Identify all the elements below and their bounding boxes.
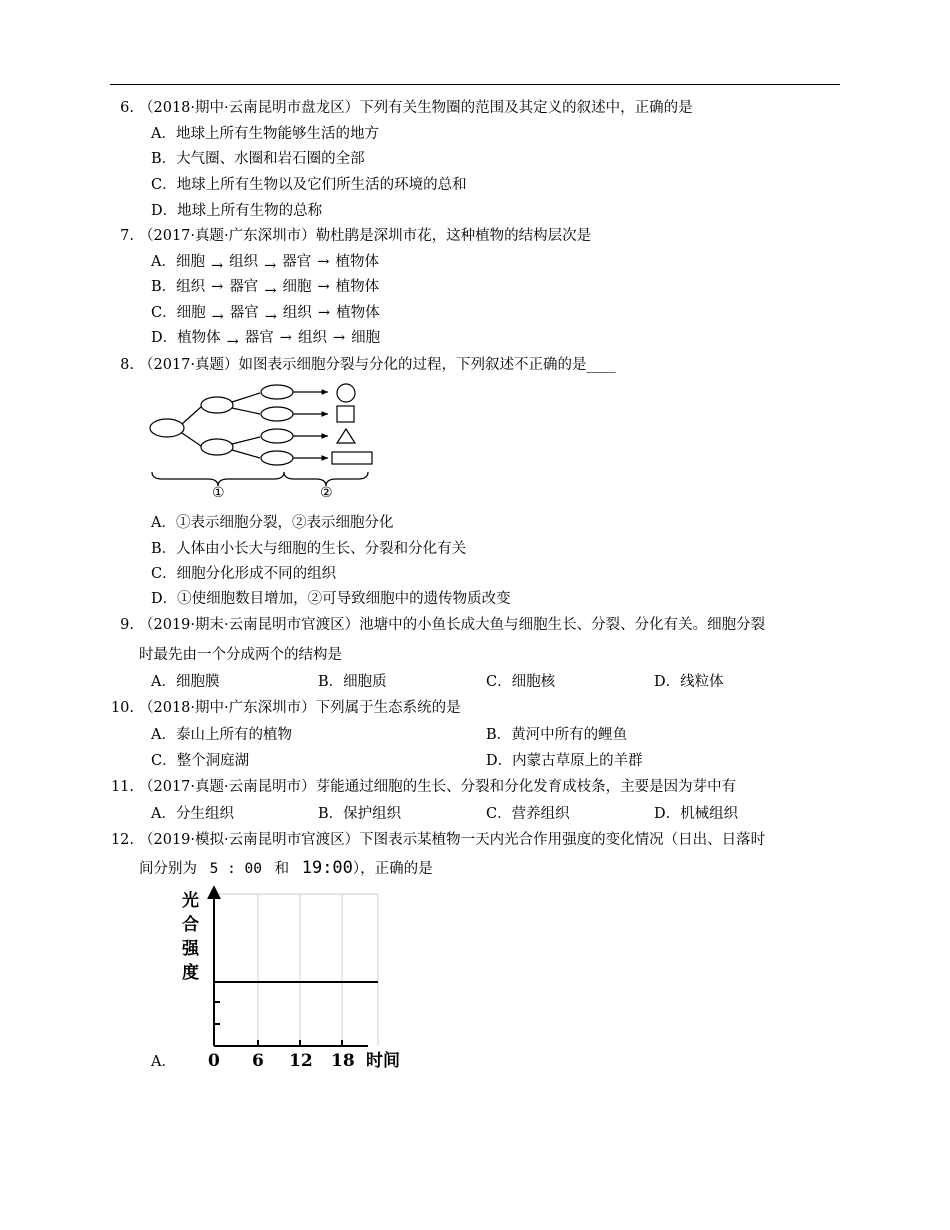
- option-a[interactable]: [151, 804, 234, 824]
- question-stem: （2018·期中·广东深圳市）下列属于生态系统的是: [139, 700, 461, 716]
- arrow-icon: →: [332, 330, 346, 346]
- question-stem: （2017·真题·云南昆明市）芽能通过细胞的生长、分裂和分化发育成枝条，主要是因为芽中有: [139, 779, 737, 795]
- cell: [261, 429, 293, 443]
- option-text: 黄河中所有的鲤鱼: [511, 727, 628, 743]
- option-letter: C．: [486, 806, 512, 822]
- level-tissue: 组织: [229, 254, 259, 270]
- level-organ: 器官: [282, 254, 312, 270]
- cell: [261, 407, 293, 421]
- option-d[interactable]: [486, 751, 643, 771]
- level-organ: 器官: [244, 330, 274, 346]
- option-letter: C．: [151, 305, 177, 321]
- level-plant: 植物体: [336, 305, 380, 321]
- question-number: 7.: [120, 228, 134, 244]
- option-letter: B．: [318, 674, 344, 690]
- option-text: ①使细胞数目增加，②可导致细胞中的遗传物质改变: [177, 591, 511, 607]
- question-number: 9.: [120, 617, 134, 633]
- option-text: 地球上所有生物以及它们所生活的环境的总和: [176, 177, 467, 193]
- y-label-char: 强: [182, 939, 199, 959]
- option-text: 营养组织: [511, 806, 570, 822]
- option-letter: B．: [151, 279, 177, 295]
- option-letter: B．: [151, 541, 177, 557]
- cell-division-diagram: [140, 380, 380, 500]
- circle-cell: [337, 384, 355, 402]
- stem-text: 和: [274, 861, 290, 877]
- level-organ: 器官: [229, 305, 259, 321]
- question-number: 12.: [110, 832, 134, 848]
- option-text: 分生组织: [175, 806, 234, 822]
- option-letter: B．: [486, 727, 512, 743]
- option-letter: C．: [151, 177, 177, 193]
- option-d[interactable]: [151, 328, 380, 348]
- question-stem-line1: （2019·期末·云南昆明市官渡区）池塘中的小鱼长成大鱼与细胞生长、分裂、分化有关。细胞分裂: [139, 617, 766, 633]
- option-b[interactable]: [486, 725, 627, 745]
- option-letter: B．: [151, 151, 177, 167]
- sunset-time: 19:00: [301, 858, 353, 878]
- option-text: 地球上所有生物的总称: [177, 203, 323, 219]
- label-2: ②: [320, 485, 333, 500]
- triangle-cell: [337, 429, 355, 443]
- option-c[interactable]: [486, 804, 570, 824]
- level-tissue: 组织: [176, 279, 206, 295]
- photosynthesis-graph-a: [178, 882, 410, 1072]
- option-c[interactable]: [151, 751, 249, 771]
- x-tick-label: 12: [289, 1051, 313, 1071]
- option-text: 内蒙古草原上的羊群: [512, 753, 643, 769]
- option-letter: C．: [151, 753, 177, 769]
- arrow-icon: →: [317, 254, 330, 270]
- option-letter: D．: [151, 330, 178, 346]
- question-number: 6.: [120, 100, 134, 116]
- option-letter: D．: [486, 753, 513, 769]
- level-organ: 器官: [229, 279, 259, 295]
- division-line: [232, 408, 260, 414]
- option-text: 人体由小长大与细胞的生长、分裂和分化有关: [176, 541, 467, 557]
- parent-cell: [150, 419, 184, 437]
- x-tick-label: 6: [252, 1051, 264, 1071]
- option-text: 细胞膜: [175, 674, 220, 690]
- option-b[interactable]: [318, 672, 387, 692]
- arrow-icon: →: [211, 309, 224, 325]
- arrow-icon: →: [317, 279, 330, 295]
- level-cell: 细胞: [351, 330, 381, 346]
- question-stem-line2: [139, 858, 433, 879]
- label-1: ①: [212, 485, 225, 500]
- arrow-icon: →: [264, 258, 277, 274]
- level-plant: 植物体: [335, 254, 379, 270]
- option-text: ①表示细胞分裂，②表示细胞分化: [175, 515, 394, 531]
- option-a[interactable]: [151, 672, 219, 692]
- x-axis-label: 时间: [366, 1051, 400, 1071]
- option-c[interactable]: [486, 672, 555, 692]
- header-rule: [110, 84, 840, 85]
- option-c[interactable]: [151, 564, 336, 584]
- option-text: 大气圈、水圈和岩石圈的全部: [176, 151, 365, 167]
- option-letter: D．: [654, 806, 681, 822]
- level-cell: 细胞: [176, 305, 206, 321]
- arrow-icon: →: [226, 334, 239, 350]
- option-letter: D．: [151, 591, 178, 607]
- arrow-icon: →: [211, 279, 224, 295]
- level-tissue: 组织: [297, 330, 327, 346]
- option-letter: C．: [486, 674, 512, 690]
- brace-2: [284, 472, 368, 486]
- arrow-icon: →: [279, 330, 292, 346]
- option-text: 细胞核: [511, 674, 556, 690]
- question-stem-line1: （2019·模拟·云南昆明市官渡区）下图表示某植物一天内光合作用强度的变化情况（日出、日落时: [139, 832, 766, 848]
- arrow-icon: →: [264, 283, 277, 299]
- division-line: [232, 437, 260, 444]
- division-line: [182, 407, 201, 424]
- level-tissue: 组织: [282, 305, 312, 321]
- option-b[interactable]: [151, 149, 365, 169]
- option-letter: B．: [318, 806, 344, 822]
- y-label-char: 度: [182, 963, 199, 983]
- option-text: 机械组织: [680, 806, 739, 822]
- option-letter: A．: [151, 674, 176, 690]
- option-c[interactable]: [151, 175, 467, 195]
- option-d[interactable]: [654, 672, 724, 692]
- question-stem: （2017·真题）如图表示细胞分裂与分化的过程，下列叙述不正确的是____: [139, 357, 616, 373]
- option-d[interactable]: [151, 201, 322, 221]
- division-line: [232, 450, 260, 458]
- option-letter: A．: [151, 254, 176, 270]
- option-text: 细胞质: [343, 674, 387, 690]
- option-a[interactable]: [151, 513, 393, 533]
- option-d[interactable]: [151, 589, 511, 609]
- option-c[interactable]: [151, 303, 380, 323]
- question-stem: （2017·真题·广东深圳市）勒杜鹃是深圳市花，这种植物的结构层次是: [139, 228, 592, 244]
- y-label-char: 光: [182, 891, 199, 911]
- question-number: 8.: [120, 357, 134, 373]
- x-tick-label: 18: [331, 1051, 355, 1071]
- level-cell: 细胞: [175, 254, 205, 270]
- option-text: 地球上所有生物能够生活的地方: [175, 126, 379, 142]
- daughter-cell: [201, 439, 233, 455]
- arrow-icon: →: [317, 305, 331, 321]
- option-b[interactable]: [318, 804, 401, 824]
- cell: [261, 385, 293, 399]
- y-label-char: 合: [182, 915, 199, 935]
- option-b[interactable]: [151, 277, 379, 297]
- option-b[interactable]: [151, 539, 466, 559]
- division-line: [232, 393, 260, 402]
- cell: [261, 451, 293, 465]
- option-letter: D．: [151, 203, 178, 219]
- x-tick-label: 0: [208, 1051, 220, 1071]
- option-letter: A．: [151, 515, 176, 531]
- option-letter: C．: [151, 566, 177, 582]
- option-a-label[interactable]: A．: [151, 1054, 176, 1070]
- option-text: 线粒体: [680, 674, 724, 690]
- question-number: 10.: [110, 700, 134, 716]
- division-line: [182, 433, 201, 446]
- level-plant: 植物体: [335, 279, 380, 295]
- brace-1: [152, 472, 284, 486]
- daughter-cell: [201, 397, 233, 413]
- option-letter: A．: [151, 727, 176, 743]
- option-text: 保护组织: [343, 806, 402, 822]
- stem-text: 间分别为: [139, 861, 197, 877]
- option-d[interactable]: [654, 804, 738, 824]
- option-a[interactable]: [151, 725, 292, 745]
- arrow-icon: →: [210, 258, 224, 274]
- sunrise-time: 5 : 00: [209, 861, 262, 877]
- option-letter: D．: [654, 674, 681, 690]
- option-letter: A．: [151, 126, 176, 142]
- question-stem: （2018·期中·云南昆明市盘龙区）下列有关生物圈的范围及其定义的叙述中，正确的是: [139, 100, 693, 116]
- option-letter: A．: [151, 806, 176, 822]
- stem-text: ），正确的是: [352, 861, 433, 877]
- arrow-icon: →: [264, 309, 277, 325]
- question-stem-line2: 时最先由一个分成两个的结构是: [139, 647, 342, 663]
- option-a[interactable]: [151, 252, 379, 272]
- level-plant: 植物体: [177, 330, 221, 346]
- option-a[interactable]: [151, 124, 379, 144]
- option-text: 泰山上所有的植物: [175, 727, 292, 743]
- rectangle-cell: [332, 452, 372, 464]
- level-cell: 细胞: [282, 279, 312, 295]
- option-text: 细胞分化形成不同的组织: [176, 566, 337, 582]
- square-cell: [337, 406, 354, 422]
- option-text: 整个洞庭湖: [176, 753, 250, 769]
- question-number: 11.: [110, 779, 134, 795]
